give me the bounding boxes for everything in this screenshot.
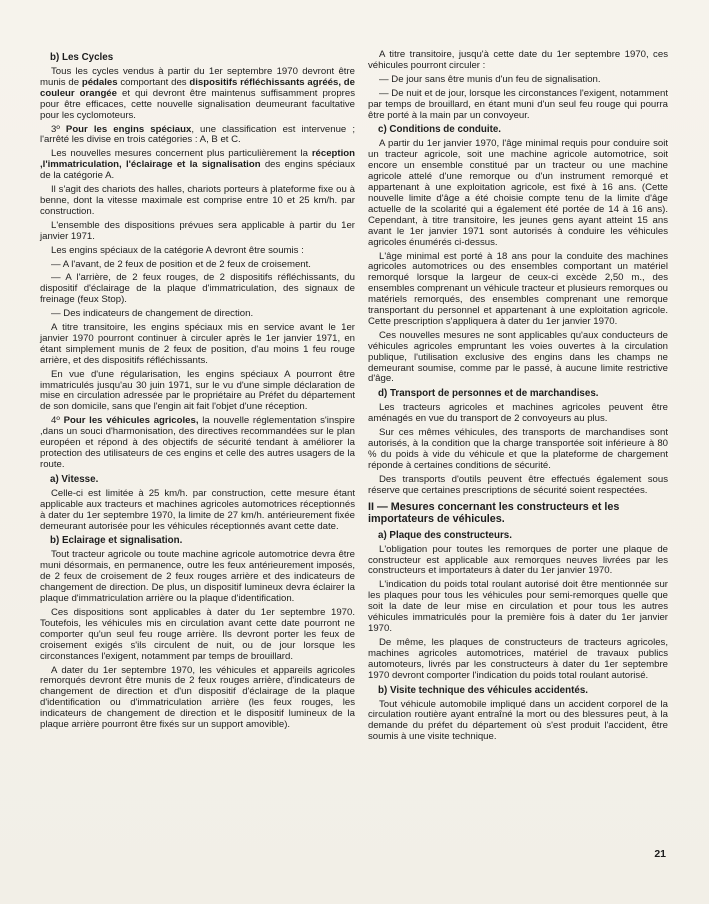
paragraph: Des transports d'outils peuvent être effectués également sous réserve que certaines prescriptions de sécurité soient respectées. bbox=[368, 473, 668, 496]
section-heading-transport: d) Transport de personnes et de marchandises. bbox=[378, 388, 599, 400]
paragraph: L'âge minimal est porté à 18 ans pour la conduite des machines agricoles automotrices ou des ensembles comportant un matériel remorqué lorsque la largeur de ceux-ci excède 2,50 m., des ensembles comprenant un véhicule tracteur et plusieurs remorques ou matériels remorqués, des ensembles comprenant une remorque transportant du personnel et appartenant à une exploitation agricole. Cette prescription s'appliquera à dater du 1er janvier 1970. bbox=[368, 250, 668, 327]
section-heading-conduite: c) Conditions de conduite. bbox=[378, 124, 502, 136]
paragraph: L'ensemble des dispositions prévues sera applicable à partir du 1er janvier 1971. bbox=[40, 219, 355, 242]
paragraph: L'obligation pour toutes les remorques de porter une plaque de constructeur est applicable aux remorques neuves livrées par les constructeurs et importateurs à dater du 1er janvier 1970. bbox=[368, 543, 668, 577]
list-item: — De jour sans être munis d'un feu de signalisation. bbox=[379, 73, 601, 85]
paragraph: Ces dispositions sont applicables à dater du 1er septembre 1970. Toutefois, les véhicules mis en circulation avant cette date pourront ne comporter qu'un seul feu rouge arrière. Ils devront porter les feux de croisement exigés s'ils circulent de nuit, ou de jour lorsque les circonstances l'exigent, notamment par temps de brouillard. bbox=[40, 606, 355, 662]
paragraph: Celle-ci est limitée à 25 km/h. par construction, cette mesure étant applicable aux tracteurs et machines agricoles automotrices réceptionnés à dater du 1er septembre 1970, la limite de 27 km/h. antérieurement fixée demeurant autorisée pour les véhicules réceptionnés avant cette date. bbox=[40, 487, 355, 532]
paragraph: En vue d'une régularisation, les engins spéciaux A pourront être immatriculés jusqu'au 30 juin 1971, sur le vu d'une simple déclaration de mise en circulation adressée par le propriétaire au Préfet du département de son domicile, sans que l'engin ait fait l'objet d'une réception. bbox=[40, 368, 355, 413]
paragraph: A partir du 1er janvier 1970, l'âge minimal requis pour conduire soit un tracteur agricole, soit une machine agricole automotrice, soit encore un ensemble constitué par un tracteur ou une machine agricole attelé d'une remorque ou d'un instrument remorqué et appartenant à une exploitation agricole, est fixé à 16 ans. (Cette nouvelle limite d'âge a été choisie compte tenu de la limite d'âge actuelle de la scolarité qui a également été portée de 14 à 16 ans). Cependant, à titre transitoire, les jeunes gens ayant atteint 15 ans avant le 1er janvier 1971 sont autorisés à conduire les véhicules agricoles énumérés ci-dessus. bbox=[368, 138, 668, 248]
paragraph: L'indication du poids total roulant autorisé doit être mentionnée sur les plaques pour tous les véhicules pour semi-remorques quelle que soit la date de leur mise en circulation et pour tous les autres véhicules immatriculés pour la première fois à dater du 1er janvier 1970. bbox=[368, 579, 668, 634]
left-column bbox=[40, 50, 355, 734]
paragraph: Ces nouvelles mesures ne sont applicables qu'aux conducteurs de véhicules agricoles empruntant les voies ouvertes à la circulation publique, l'utilisation exclusive des engins dans les champs ne demeurant soumise, comme par le passé, à aucune limite restrictive d'âge. bbox=[368, 329, 668, 385]
paragraph: Les tracteurs agricoles et machines agricoles peuvent être aménagés en vue du transport de 2 convoyeurs au plus. bbox=[368, 402, 668, 425]
list-item: — A l'avant, de 2 feux de position et de 2 feux de croisement. bbox=[51, 258, 311, 270]
section-heading-visite: b) Visite technique des véhicules accidentés. bbox=[378, 684, 588, 696]
paragraph: De même, les plaques de constructeurs de tracteurs agricoles, machines agricoles automotrices, matériel de travaux publics automoteurs, livrés par les constructeurs à dater du 1er septembre 1970 devront comporter l'indication du poids total roulant autorisé. bbox=[368, 636, 668, 681]
paragraph-reception: Les nouvelles mesures concernent plus particulièrement la réception ,l'immatriculation, l'éclairage et la signalisation des engins spéciaux de la catégorie A. bbox=[40, 148, 356, 182]
paragraph: A dater du 1er septembre 1970, les véhicules et appareils agricoles remorqués devront être munis de 2 feux rouges arrière, d'indicateurs de changement de direction et d'un dispositif d'éclairage de la plaque d'identification ou d'immatriculation arrière (les feux rouges, les indicateurs de changement de direction et le dispositif lumineux de la plaque arrière pourront être fixés sur un support amovible). bbox=[40, 664, 355, 731]
paragraph: Sur ces mêmes véhicules, des transports de marchandises sont autorisés, à la condition que la charge transportée soit inférieure à 80 % du poids à vide du véhicule et que la plateforme de chargement réponde à certaines conditions de sécurité. bbox=[368, 427, 668, 471]
paragraph-cycles: Tous les cycles vendus à partir du 1er septembre 1970 devront être munis de pédales comportant des dispositifs réfléchissants agréés, de couleur orangée et qui devront être maintenus suffisamment propres pour être efficaces, cette nouvelle signalisation deumeurant facultative pour les cyclomoteurs. bbox=[40, 66, 355, 121]
page-number: 21 bbox=[654, 848, 666, 860]
paragraph: Il s'agit des chariots des halles, chariots porteurs à plateforme fixe ou à benne, dont la vitesse maximale est comprise entre 10 et 25 km/h. par construction. bbox=[40, 184, 355, 217]
paragraph-vehicules-agricoles: 4º Pour les véhicules agricoles, la nouvelle réglementation s'inspire ,dans un souci d'harmonisation, des directives recommandées sur le plan européen et répond à des objectifs de sécurité tendant à améliorer la protection des utilisateurs de ces engins et celle des autres usagers de la route. bbox=[40, 415, 355, 470]
paragraph: Tout tracteur agricole ou toute machine agricole automotrice devra être muni désormais, en permanence, outre les feux antérieurement imposés, de 2 feux de croisement de 2 feux rouges arrière et des indicateurs de changement de direction. De plus, un dispositif lumineux devra éclairer la plaque d'immatriculation arrière ou la plaque d'identification. bbox=[40, 549, 355, 605]
list-item: — Des indicateurs de changement de direction. bbox=[51, 308, 254, 320]
paragraph: Tout véhicule automobile impliqué dans un accident corporel de la circulation routière ayant entraîné la mort ou des blessures peut, à la demande du préfet du département où s'est produit l'accident, être soumis à une visite technique. bbox=[368, 698, 668, 743]
paragraph: A titre transitoire, jusqu'à cette date du 1er septembre 1970, ces véhicules pourront circuler : bbox=[368, 49, 668, 71]
section-heading-eclairage: b) Eclairage et signalisation. bbox=[50, 535, 183, 547]
list-item: — A l'arrière, de 2 feux rouges, de 2 dispositifs réfléchissants, du dispositif d'éclairage de la plaque d'immatriculation, des signaux de freinage (feux Stop). bbox=[40, 272, 355, 306]
section-heading-constructeurs: II — Mesures concernant les constructeurs et les importateurs de véhicules. bbox=[368, 500, 620, 526]
section-heading-plaque: a) Plaque des constructeurs. bbox=[378, 529, 512, 541]
section-heading-vitesse: a) Vitesse. bbox=[50, 473, 99, 485]
right-column bbox=[368, 50, 668, 746]
list-item: — De nuit et de jour, lorsque les circonstances l'exigent, notamment par temps de brouillard, en étant muni d'un seul feu rouge qui pourra être porté à la main par un convoyeur. bbox=[368, 87, 668, 121]
section-heading-cycles: b) Les Cycles bbox=[50, 52, 114, 63]
paragraph: A titre transitoire, les engins spéciaux mis en service avant le 1er janvier 1970 pourront continuer à circuler après le 1er janvier 1971, en étant simplement munis de 2 feux de position, d'au moins 1 feu rouge arrière, et des dispositifs réfléchissants. bbox=[40, 322, 355, 366]
paragraph: Les engins spéciaux de la catégorie A devront être soumis : bbox=[51, 244, 304, 256]
paragraph-engins-speciaux: 3º Pour les engins spéciaux, une classification est intervenue ; l'arrêté les divise en trois catégories : A, B et C. bbox=[40, 123, 355, 146]
